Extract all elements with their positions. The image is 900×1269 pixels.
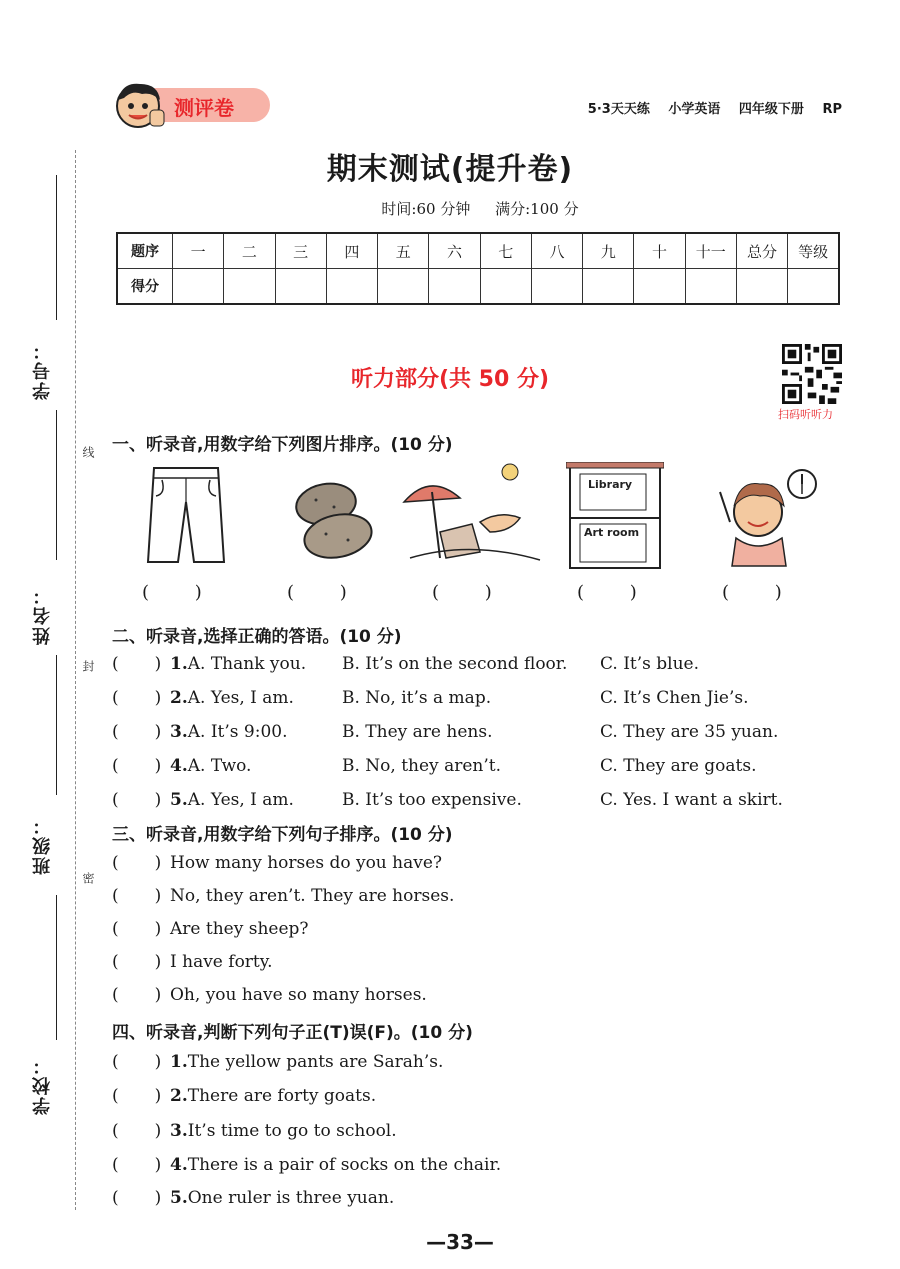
answer-blank[interactable]: ( ) xyxy=(112,688,162,708)
option-c: C. They are 35 yuan. xyxy=(600,722,779,742)
score-cell xyxy=(429,269,480,305)
score-col-header: 二 xyxy=(224,233,275,269)
option-c: C. Yes. I want a skirt. xyxy=(600,790,783,810)
answer-blank[interactable]: ( ) xyxy=(112,1188,162,1208)
option-c: C. It’s Chen Jie’s. xyxy=(600,688,749,708)
building-picture xyxy=(566,462,664,572)
question-number: 1. xyxy=(170,654,188,674)
question-number: 4. xyxy=(170,756,188,776)
true-false-question-row[interactable] xyxy=(112,1121,397,1141)
school-line xyxy=(56,895,57,1040)
choice-question-row[interactable] xyxy=(112,756,757,776)
question-number: 2. xyxy=(170,688,188,708)
option-c: C. It’s blue. xyxy=(600,654,700,674)
score-cell xyxy=(224,269,275,305)
sentence-text: How many horses do you have? xyxy=(170,853,443,873)
option-b: B. It’s too expensive. xyxy=(342,790,522,810)
full-score: 满分:100 分 xyxy=(495,200,579,218)
seal-char-line: 线 xyxy=(81,446,95,458)
ordering-question-row[interactable] xyxy=(112,952,273,972)
answer-blank[interactable]: ( ) xyxy=(287,582,347,603)
mascot-face-icon xyxy=(112,80,168,130)
badge-label: 测评卷 xyxy=(174,96,234,120)
score-col-header: 总分 xyxy=(736,233,787,269)
answer-blank[interactable]: ( ) xyxy=(112,1121,162,1141)
option-b: B. No, it’s a map. xyxy=(342,688,492,708)
library-label: Library xyxy=(588,478,633,491)
score-col-header: 五 xyxy=(378,233,429,269)
option-a: A. It’s 9:00. xyxy=(187,722,288,742)
option-b: B. No, they aren’t. xyxy=(342,756,501,776)
listening-part-title: 听力部分(共 50 分) xyxy=(350,367,550,392)
binding-dashed-line xyxy=(75,150,76,1210)
question-order-label: 题序 xyxy=(117,233,173,269)
score-col-header: 一 xyxy=(173,233,224,269)
score-cell xyxy=(531,269,582,305)
statement-text: One ruler is three yuan. xyxy=(187,1188,395,1208)
art-room-label: Art room xyxy=(584,526,640,539)
answer-blank[interactable]: ( ) xyxy=(112,722,162,742)
sentence-text: No, they aren’t. They are horses. xyxy=(170,886,455,906)
name-label: 姓名： xyxy=(32,585,53,645)
class-line xyxy=(56,655,57,795)
true-false-question-row[interactable] xyxy=(112,1052,443,1072)
statement-text: It’s time to go to school. xyxy=(187,1121,397,1141)
score-table xyxy=(116,232,840,305)
seal-char-secret: 密 xyxy=(81,872,95,884)
option-a: A. Two. xyxy=(187,756,252,776)
statement-text: There are forty goats. xyxy=(187,1086,377,1106)
ordering-question-row[interactable] xyxy=(112,919,309,939)
page-title: 期末测试(提升卷) xyxy=(326,152,574,187)
option-c: C. They are goats. xyxy=(600,756,757,776)
true-false-question-row[interactable] xyxy=(112,1086,376,1106)
question-number: 3. xyxy=(170,1121,188,1141)
score-col-header: 十 xyxy=(634,233,685,269)
answer-blank[interactable]: ( ) xyxy=(432,582,492,603)
time-limit: 时间:60 分钟 xyxy=(381,200,471,218)
section-3-title: 三、听录音,用数字给下列句子排序。(10 分) xyxy=(112,825,453,845)
sentence-text: I have forty. xyxy=(170,952,273,972)
question-number: 4. xyxy=(170,1155,188,1175)
edition-name: RP xyxy=(822,102,842,117)
choice-question-row[interactable] xyxy=(112,722,779,742)
score-cell xyxy=(788,269,839,305)
score-cell xyxy=(634,269,685,305)
question-number: 5. xyxy=(170,1188,188,1208)
choice-question-row[interactable] xyxy=(112,790,783,810)
choice-question-row[interactable] xyxy=(112,654,700,674)
answer-blank[interactable]: ( ) xyxy=(112,1155,162,1175)
option-a: A. Yes, I am. xyxy=(187,688,294,708)
score-cell xyxy=(275,269,326,305)
question-number: 3. xyxy=(170,722,188,742)
score-col-header: 三 xyxy=(275,233,326,269)
answer-blank[interactable]: ( ) xyxy=(112,790,162,810)
question-number: 5. xyxy=(170,790,188,810)
answer-blank[interactable]: ( ) xyxy=(112,1052,162,1072)
true-false-question-row[interactable] xyxy=(112,1188,394,1208)
question-number: 2. xyxy=(170,1086,188,1106)
option-a: A. Thank you. xyxy=(187,654,307,674)
true-false-question-row[interactable] xyxy=(112,1155,501,1175)
score-label: 得分 xyxy=(117,269,173,305)
score-col-header: 六 xyxy=(429,233,480,269)
class-label: 班级： xyxy=(32,815,53,875)
grade-name: 四年级下册 xyxy=(738,102,804,117)
student-number-line xyxy=(56,175,57,320)
score-col-header: 七 xyxy=(480,233,531,269)
section-2-title: 二、听录音,选择正确的答语。(10 分) xyxy=(112,627,402,647)
beach-picture xyxy=(400,462,545,572)
exam-meta xyxy=(0,198,900,219)
question-number: 1. xyxy=(170,1052,188,1072)
answer-blank[interactable]: ( ) xyxy=(722,582,782,603)
score-col-header: 九 xyxy=(583,233,634,269)
option-b: B. They are hens. xyxy=(342,722,493,742)
answer-blank[interactable]: ( ) xyxy=(112,952,162,972)
answer-blank[interactable]: ( ) xyxy=(112,886,162,906)
name-line xyxy=(56,410,57,560)
answer-blank[interactable]: ( ) xyxy=(142,582,202,603)
answer-blank[interactable]: ( ) xyxy=(112,756,162,776)
series-name: 5·3天天练 xyxy=(587,102,650,117)
ordering-question-row[interactable] xyxy=(112,985,427,1005)
girl-eating-picture xyxy=(706,462,820,572)
answer-blank[interactable]: ( ) xyxy=(577,582,637,603)
section-1-title: 一、听录音,用数字给下列图片排序。(10 分) xyxy=(112,435,453,455)
section-4-title: 四、听录音,判断下列句子正(T)误(F)。(10 分) xyxy=(112,1023,473,1043)
score-col-header: 八 xyxy=(531,233,582,269)
score-col-header: 十一 xyxy=(685,233,736,269)
subject-name: 小学英语 xyxy=(668,102,721,117)
score-cell xyxy=(685,269,736,305)
choice-question-row[interactable] xyxy=(112,688,749,708)
answer-blank[interactable]: ( ) xyxy=(112,853,162,873)
answer-blank[interactable]: ( ) xyxy=(112,654,162,674)
qr-code-label: 扫码听听力 xyxy=(778,408,833,421)
ordering-question-row[interactable] xyxy=(112,886,454,906)
school-label: 学校： xyxy=(32,1055,53,1115)
answer-blank[interactable]: ( ) xyxy=(112,985,162,1005)
option-a: A. Yes, I am. xyxy=(187,790,294,810)
score-table-header-row xyxy=(117,233,839,269)
score-cell xyxy=(173,269,224,305)
answer-blank[interactable]: ( ) xyxy=(112,1086,162,1106)
score-cell xyxy=(326,269,377,305)
statement-text: There is a pair of socks on the chair. xyxy=(187,1155,502,1175)
score-cell xyxy=(583,269,634,305)
score-table-score-row xyxy=(117,269,839,305)
score-col-header: 四 xyxy=(326,233,377,269)
sentence-text: Oh, you have so many horses. xyxy=(170,985,427,1005)
answer-blank[interactable]: ( ) xyxy=(112,919,162,939)
score-col-header: 等级 xyxy=(788,233,839,269)
score-cell xyxy=(736,269,787,305)
student-number-label: 学号： xyxy=(32,340,53,400)
test-badge xyxy=(112,80,270,128)
seal-char-seal: 封 xyxy=(81,660,95,672)
series-info xyxy=(574,98,842,117)
ordering-question-row[interactable] xyxy=(112,853,442,873)
potatoes-picture xyxy=(286,462,386,572)
score-cell xyxy=(378,269,429,305)
page-number: —33— xyxy=(426,1230,494,1254)
pants-picture xyxy=(136,462,236,572)
sentence-text: Are they sheep? xyxy=(170,919,309,939)
statement-text: The yellow pants are Sarah’s. xyxy=(187,1052,444,1072)
score-cell xyxy=(480,269,531,305)
option-b: B. It’s on the second floor. xyxy=(342,654,568,674)
